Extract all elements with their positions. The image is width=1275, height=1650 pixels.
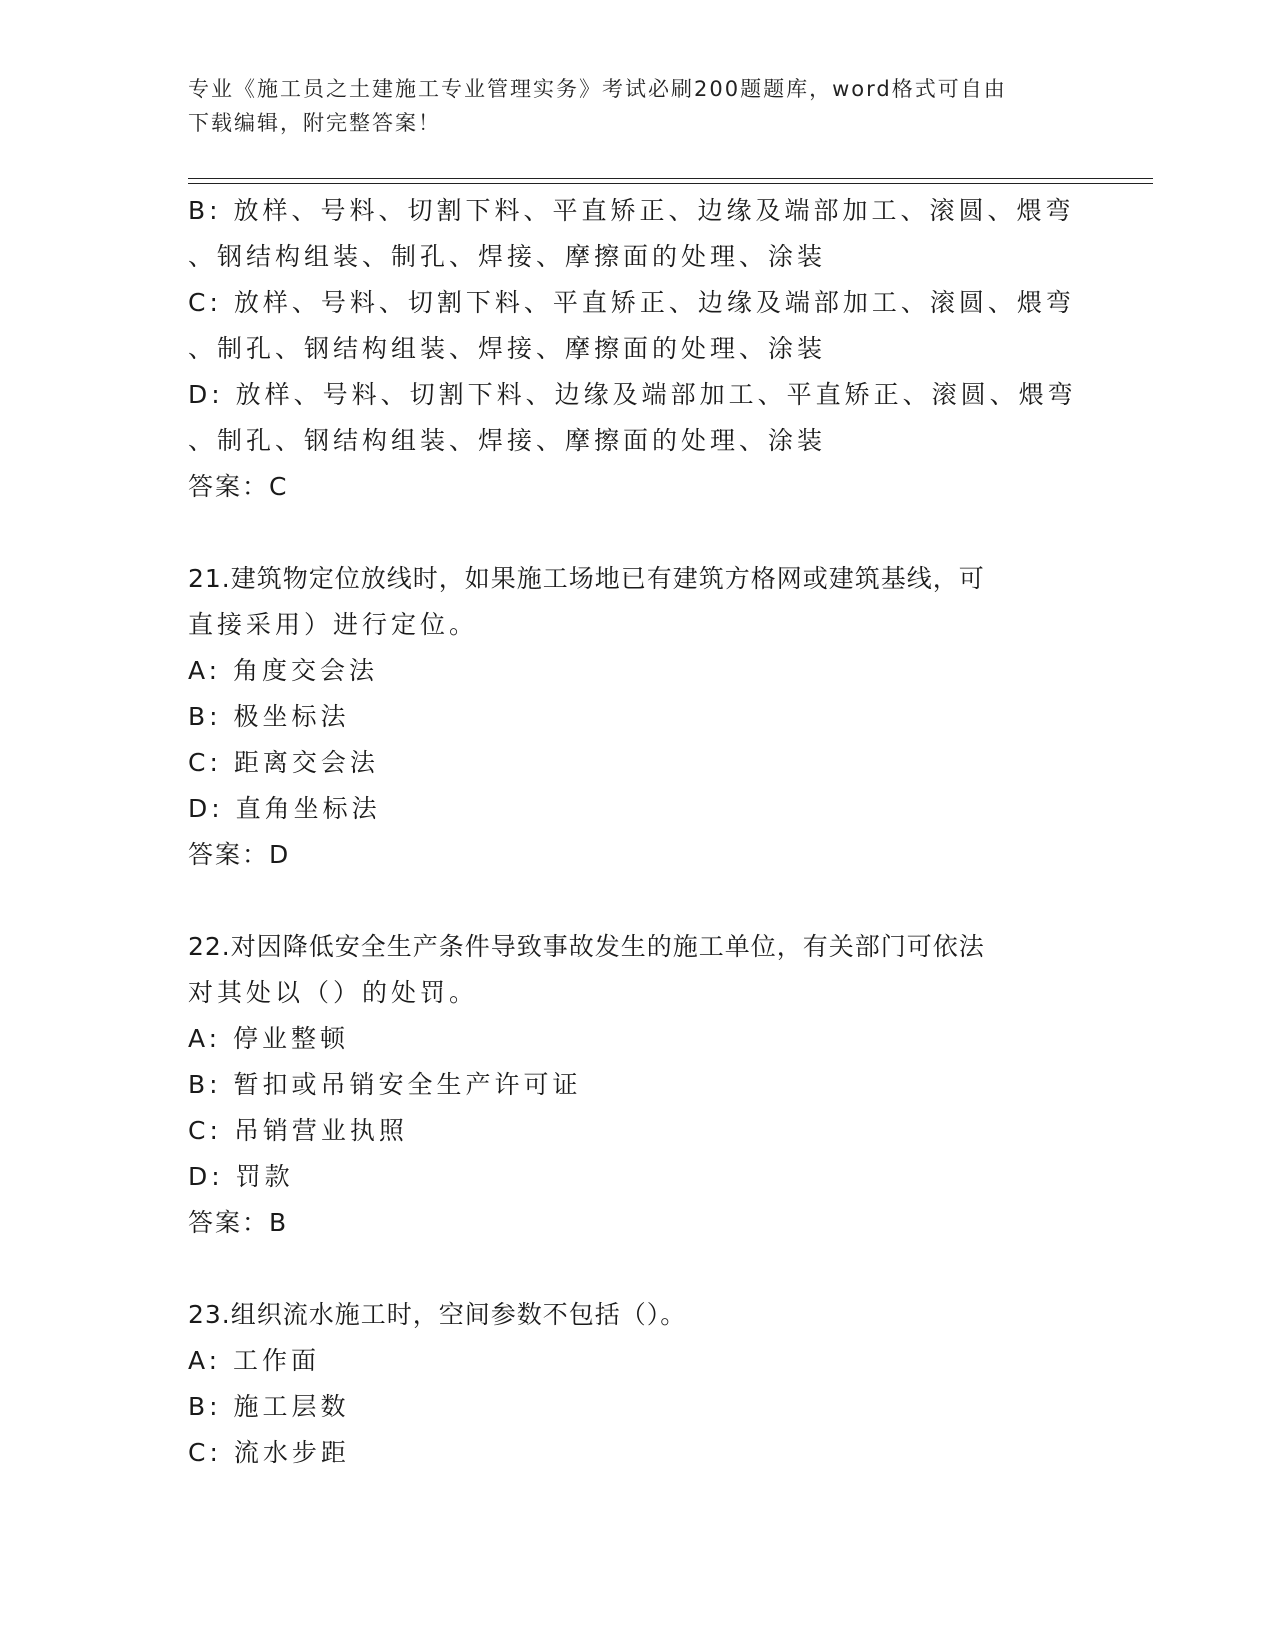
option-b: B: 施工层数 xyxy=(188,1392,350,1421)
option-b-line2: 、钢结构组装、制孔、焊接、摩擦面的处理、涂装 xyxy=(188,242,827,271)
option-a: A: 停业整顿 xyxy=(188,1024,350,1053)
question-text-line2: 直接采用）进行定位。 xyxy=(188,610,479,639)
option-c-line2: 、制孔、钢结构组装、焊接、摩擦面的处理、涂装 xyxy=(188,334,827,363)
answer-text: 答案：B xyxy=(188,1208,289,1237)
header-divider-bottom xyxy=(188,183,1153,184)
question-text-line2: 对其处以（）的处罚。 xyxy=(188,978,479,1007)
question-21 xyxy=(188,556,1088,878)
question-23 xyxy=(188,1292,1088,1476)
spacer xyxy=(188,510,1088,556)
question-content xyxy=(188,188,1088,1476)
option-d-line2: 、制孔、钢结构组装、焊接、摩擦面的处理、涂装 xyxy=(188,426,827,455)
option-d: D: 直角坐标法 xyxy=(188,794,381,823)
option-d: D: 罚款 xyxy=(188,1162,294,1191)
option-a: A: 角度交会法 xyxy=(188,656,379,685)
question-text-line1: 21.建筑物定位放线时，如果施工场地已有建筑方格网或建筑基线，可 xyxy=(188,564,985,593)
option-c-line1: C: 放样、号料、切割下料、平直矫正、边缘及端部加工、滚圆、煨弯 xyxy=(188,288,1075,317)
option-c: C: 吊销营业执照 xyxy=(188,1116,408,1145)
option-d-line1: D: 放样、号料、切割下料、边缘及端部加工、平直矫正、滚圆、煨弯 xyxy=(188,380,1077,409)
option-b: B: 极坐标法 xyxy=(188,702,350,731)
option-c: C: 距离交会法 xyxy=(188,748,379,777)
question-22 xyxy=(188,924,1088,1246)
spacer xyxy=(188,1246,1088,1292)
header-divider-top xyxy=(188,178,1153,179)
option-b: B: 暂扣或吊销安全生产许可证 xyxy=(188,1070,582,1099)
header-title-line1: 专业《施工员之土建施工专业管理实务》考试必刷200题题库，word格式可自由 xyxy=(188,77,1007,101)
question-text-line1: 23.组织流水施工时，空间参数不包括（）。 xyxy=(188,1300,687,1329)
answer-text: 答案：D xyxy=(188,840,291,869)
prev-question xyxy=(188,188,1088,510)
option-b-line1: B: 放样、号料、切割下料、平直矫正、边缘及端部加工、滚圆、煨弯 xyxy=(188,196,1075,225)
header-title-line2: 下载编辑，附完整答案！ xyxy=(188,111,441,135)
question-text-line1: 22.对因降低安全生产条件导致事故发生的施工单位，有关部门可依法 xyxy=(188,932,985,961)
spacer xyxy=(188,878,1088,924)
option-a: A: 工作面 xyxy=(188,1346,321,1375)
document-header xyxy=(188,72,1088,140)
answer-text: 答案：C xyxy=(188,472,289,501)
option-c: C: 流水步距 xyxy=(188,1438,350,1467)
